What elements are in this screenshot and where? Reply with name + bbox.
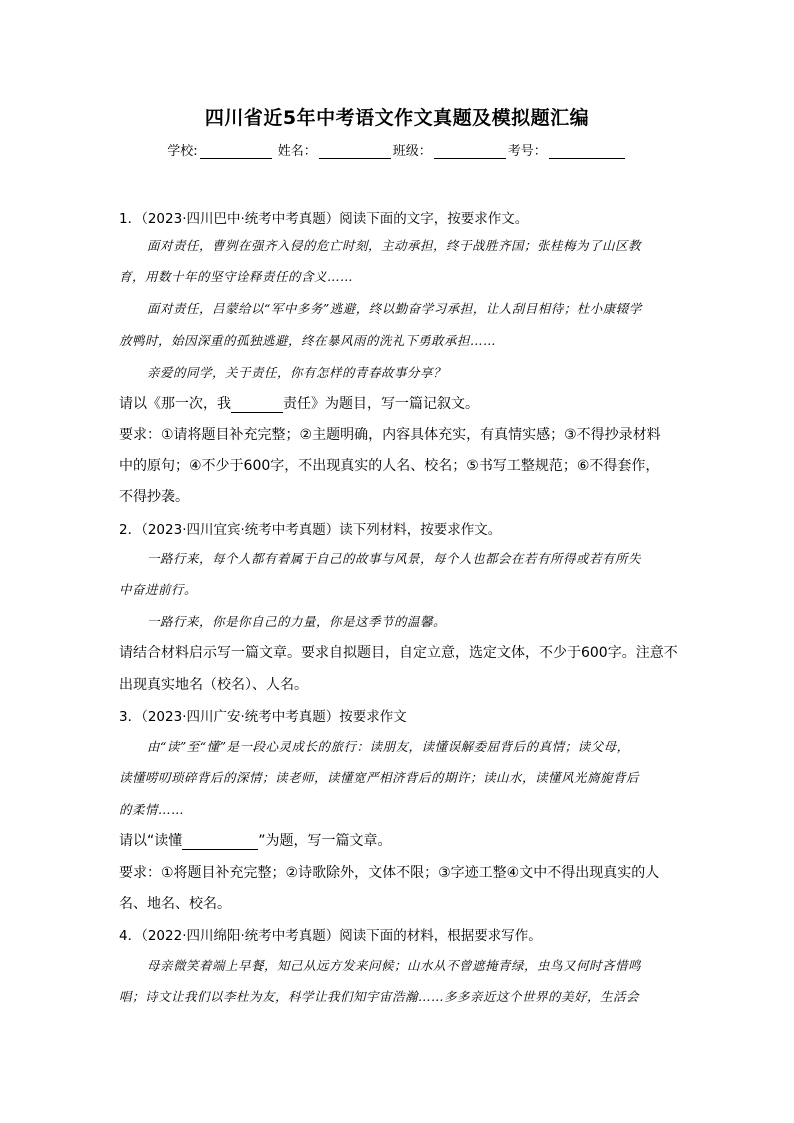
q3-title-blank[interactable] <box>182 834 258 850</box>
q1-requirement-line: 要求：①请将题目补充完整；②主题明确，内容具体充实，有真情实感；③不得抄录材料 <box>119 427 661 443</box>
q3-material-line: 读懂唠叨琐碎背后的深情；读老师，读懂宽严相济背后的期许；读山水，读懂风光旖旎背后 <box>119 770 640 785</box>
q1-material-line: 面对责任，吕蒙给以“军中多务”逃避，终以勤奋学习承担，让人刮目相待；杜小康辍学 <box>147 301 642 316</box>
q1-title-blank[interactable] <box>231 397 283 413</box>
q1-prompt-before: 请以《那一次，我 <box>119 396 231 412</box>
name-blank[interactable] <box>319 144 391 159</box>
q2-heading: 2．（2023·四川宜宾·统考中考真题）读下列材料，按要求作文。 <box>119 522 502 538</box>
school-blank[interactable] <box>200 144 272 159</box>
q3-material-line: 由“读”至“懂”是一段心灵成长的旅行：读朋友，读懂误解委屈背后的真情；读父母， <box>147 739 630 754</box>
q2-requirement-line: 出现真实地名（校名）、人名。 <box>119 677 308 693</box>
q1-prompt-after: 责任》为题目，写一篇记叙文。 <box>283 396 479 412</box>
q3-prompt <box>119 830 392 850</box>
q1-requirement-line: 中的原句；④不少于600字，不出现真实的人名、校名；⑤书写工整规范；⑥不得套作， <box>119 458 660 474</box>
q4-material-line: 母亲微笑着端上早餐，知己从远方发来问候；山水从不曾遮掩青绿，虫鸟又何时吝惜鸣 <box>147 958 642 973</box>
q3-prompt-after: ”为题，写一篇文章。 <box>258 833 392 849</box>
document-title: 四川省近5年中考语文作文真题及模拟题汇编 <box>204 107 590 129</box>
exam-no-blank[interactable] <box>549 144 625 159</box>
q1-material-line: 育，用数十年的坚守诠释责任的含义…… <box>119 269 354 284</box>
q3-prompt-before: 请以“读懂 <box>119 833 183 849</box>
q4-material-line: 唱；诗文让我们以李杜为友，科学让我们知宇宙浩瀚……多多亲近这个世界的美好，生活会 <box>119 989 640 1004</box>
q4-heading: 4．（2022·四川绵阳·统考中考真题）阅读下面的材料，根据要求写作。 <box>119 928 542 944</box>
q2-material-line: 中奋进前行。 <box>119 582 198 597</box>
school-label: 学校: <box>167 144 198 159</box>
q1-prompt <box>119 393 479 413</box>
q3-requirement-line: 名、地名、校名。 <box>119 896 231 912</box>
name-label: 姓名： <box>277 144 317 159</box>
exam-no-label: 考号： <box>507 144 547 159</box>
q2-material-line: 一路行来，每个人都有着属于自己的故事与风景，每个人也都会在若有所得或若有所失 <box>147 551 642 566</box>
class-label: 班级： <box>392 144 432 159</box>
q1-material-line: 面对责任，曹刿在强齐入侵的危亡时刻，主动承担，终于战胜齐国；张桂梅为了山区教 <box>147 238 642 253</box>
student-info-line <box>0 140 794 159</box>
q3-material-line: 的柔情…… <box>119 802 185 817</box>
q2-requirement-line: 请结合材料启示写一篇文章。要求自拟题目，自定立意，选定文体，不少于600字。注意不 <box>119 645 678 661</box>
q3-requirement-line: 要求：①将题目补充完整；②诗歌除外，文体不限；③字迹工整④文中不得出现真实的人 <box>119 865 660 881</box>
q1-heading: 1．（2023·四川巴中·统考中考真题）阅读下面的文字，按要求作文。 <box>119 211 529 227</box>
q3-heading: 3．（2023·四川广安·统考中考真题）按要求作文 <box>119 709 407 725</box>
class-blank[interactable] <box>434 144 506 159</box>
q1-material-line: 亲爱的同学，关于责任，你有怎样的青春故事分享？ <box>147 365 447 380</box>
q1-material-line: 放鸭时，始因深重的孤独逃避，终在暴风雨的洗礼下勇敢承担…… <box>119 333 497 348</box>
q1-requirement-line: 不得抄袭。 <box>119 489 189 505</box>
q2-material-line: 一路行来，你是你自己的力量，你是这季节的温馨。 <box>147 614 447 629</box>
